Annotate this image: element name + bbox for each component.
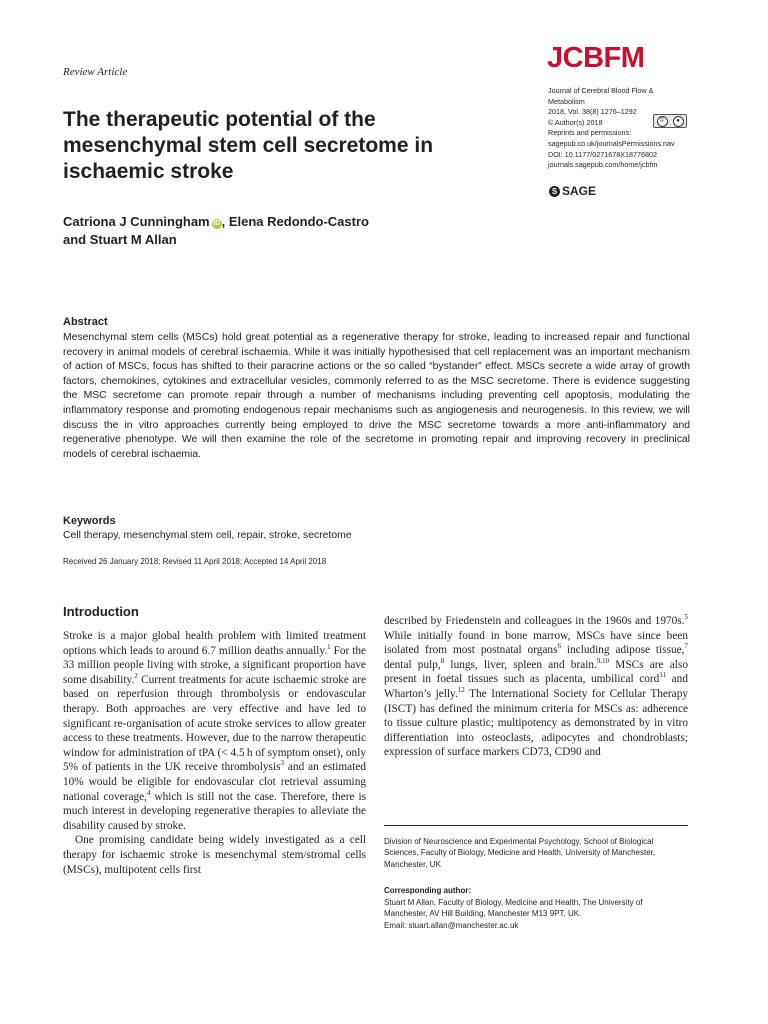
- citation[interactable]: 3: [280, 759, 284, 768]
- article-type-label: Review Article: [63, 66, 128, 78]
- keywords-heading: Keywords: [63, 515, 116, 527]
- corresponding-author-heading: Corresponding author:: [384, 886, 472, 895]
- journal-logo: JCBFM: [547, 42, 645, 74]
- citation[interactable]: 8: [440, 657, 445, 666]
- corresponding-author-details: [384, 897, 689, 931]
- journal-info-line[interactable]: sagepub.co.uk/journalsPermissions.nav: [548, 138, 675, 148]
- author-name: , Elena Redondo-Castro: [221, 214, 369, 229]
- footnote-divider: [384, 825, 688, 826]
- article-title: The therapeutic potential of the mesenchymal stem cell secretome in ischaemic stroke: [63, 108, 434, 183]
- journal-info-line: Reprints and permissions:: [548, 128, 632, 138]
- keywords-list: Cell therapy, mesenchymal stem cell, repair, stroke, secretome: [63, 530, 352, 541]
- citation[interactable]: 1: [327, 642, 331, 651]
- journal-info-line: © Author(s) 2018: [548, 117, 603, 127]
- abstract-heading: Abstract: [63, 316, 108, 328]
- journal-info: [548, 86, 708, 171]
- citation[interactable]: 12: [457, 686, 465, 695]
- affiliation-note: Division of Neuroscience and Experimental Psychology, School of Biological Sciences, Faculty of Biology, Medicine and Health, University of Manchester, Manchester, UK: [384, 837, 656, 869]
- corr-line: Manchester, AV Hill Building, Manchester M13 9PT, UK.: [384, 909, 582, 919]
- sage-logo: [549, 184, 596, 198]
- paragraph: One promising candidate being widely investigated as a cell therapy for ischaemic stroke is mesenchymal stem/stromal cells (MSCs), multipotent cells first: [63, 834, 366, 876]
- citation[interactable]: 7: [684, 642, 688, 651]
- body-column-left: [63, 629, 366, 877]
- paragraph: described by Friedenstein and colleagues in the 1960s and 1970s.$^5$ While initially found in bone marrow, MSCs have since been isolated from most postnatal organs$^6$ including adipose tissue,$^7$ dental pulp,$^8$ lungs, liver, spleen and brain.$^{9,10}$ MSCs are also present in foetal tissues such as placenta, umbilical cord$^{11}$ and Wharton’s jelly.$^{12}$ The International Society for Cellular Therapy (ISCT) has defined the minimum criteria for MSCs as: adherence to tissue culture plastic; multipotency as demonstrated by in vitro differentiation into osteoclasts, adipocytes and chondroblasts; expression of surface markers CD73, CD90 and: [384, 613, 688, 759]
- paragraph: Stroke is a major global health problem with limited treatment options which leads to around 6.7 million deaths annually.$^1$ For the 33 million people living with stroke, a significant proportion have some disability.$^2$ Current treatments for acute ischaemic stroke are based on reperfusion through thrombolysis or endovascular therapy. Both approaches are very effective and have led to significant re-organisation of acute stroke services to allow greater access to these treatments. However, due to the narrow therapeutic window for administration of tPA (< 4.5 h of symptom onset), only 5% of patients in the UK receive thrombolysis$^3$ and an estimated 10% would be eligible for endovascular clot retrieval assuming national coverage,$^4$ which is still not the case. Therefore, there is much interest in developing regenerative therapies to alleviate the disability caused by stroke.: [63, 630, 367, 832]
- citation[interactable]: 9,10: [596, 657, 610, 666]
- journal-info-line[interactable]: DOI: 10.1177/0271678X18776802: [548, 149, 657, 159]
- author-name: Catriona J Cunningham: [63, 214, 210, 229]
- citation[interactable]: 6: [557, 642, 561, 651]
- by-icon: ●: [673, 116, 684, 127]
- citation[interactable]: 5: [684, 613, 688, 622]
- journal-info-line: 2018, Vol. 38(8) 1276–1292: [548, 107, 637, 117]
- cc-license-icon: [653, 114, 687, 128]
- citation[interactable]: 2: [134, 672, 138, 681]
- section-heading-introduction: Introduction: [63, 604, 139, 619]
- corr-line: Stuart M Allan, Faculty of Biology, Medicine and Health, The University of: [384, 898, 643, 907]
- abstract-body: Mesenchymal stem cells (MSCs) hold great potential as a regenerative therapy for stroke, leading to increased repair and functional recovery in animal models of cerebral ischaemia. While it was initially hypothesised that cell replacement was an important mechanism of action of MSCs, focus has shifted to their paracrine actions or the so called “bystander” effect. MSCs secrete a wide array of growth factors, chemokines, cytokines and extracellular vesicles, commonly referred to as the MSC secretome. There is evidence suggesting the MSC secretome can promote repair through a number of mechanisms including preventing cell apoptosis, modulating the inflammatory response and promoting endogenous repair mechanisms such as angiogenesis and neurogenesis. In this review, we will discuss the in vitro approaches currently being employed to drive the MSC secretome towards a more anti-inflammatory and regenerative phenotype. We will then examine the role of the secretome in promoting repair and improving recovery in preclinical models of cerebral ischaemia.: [63, 332, 690, 460]
- journal-info-line: Journal of Cerebral Blood Flow &: [548, 86, 654, 95]
- author-list: [63, 213, 483, 249]
- journal-info-line[interactable]: journals.sagepub.com/home/jcbfm: [548, 160, 658, 170]
- sage-s-icon: S: [549, 186, 560, 197]
- orcid-icon[interactable]: iD: [213, 220, 221, 227]
- corr-email[interactable]: Email: stuart.allan@manchester.ac.uk: [384, 920, 519, 930]
- sage-logo-text: SAGE: [562, 184, 597, 198]
- body-column-right: [384, 614, 688, 760]
- received-dates: Received 26 January 2018; Revised 11 April 2018; Accepted 14 April 2018: [63, 557, 327, 566]
- journal-info-line: Metabolism: [548, 96, 585, 106]
- citation[interactable]: 4: [146, 788, 151, 797]
- citation[interactable]: 11: [659, 671, 667, 680]
- cc-icon: ©: [657, 116, 668, 127]
- author-name: and Stuart M Allan: [63, 232, 177, 247]
